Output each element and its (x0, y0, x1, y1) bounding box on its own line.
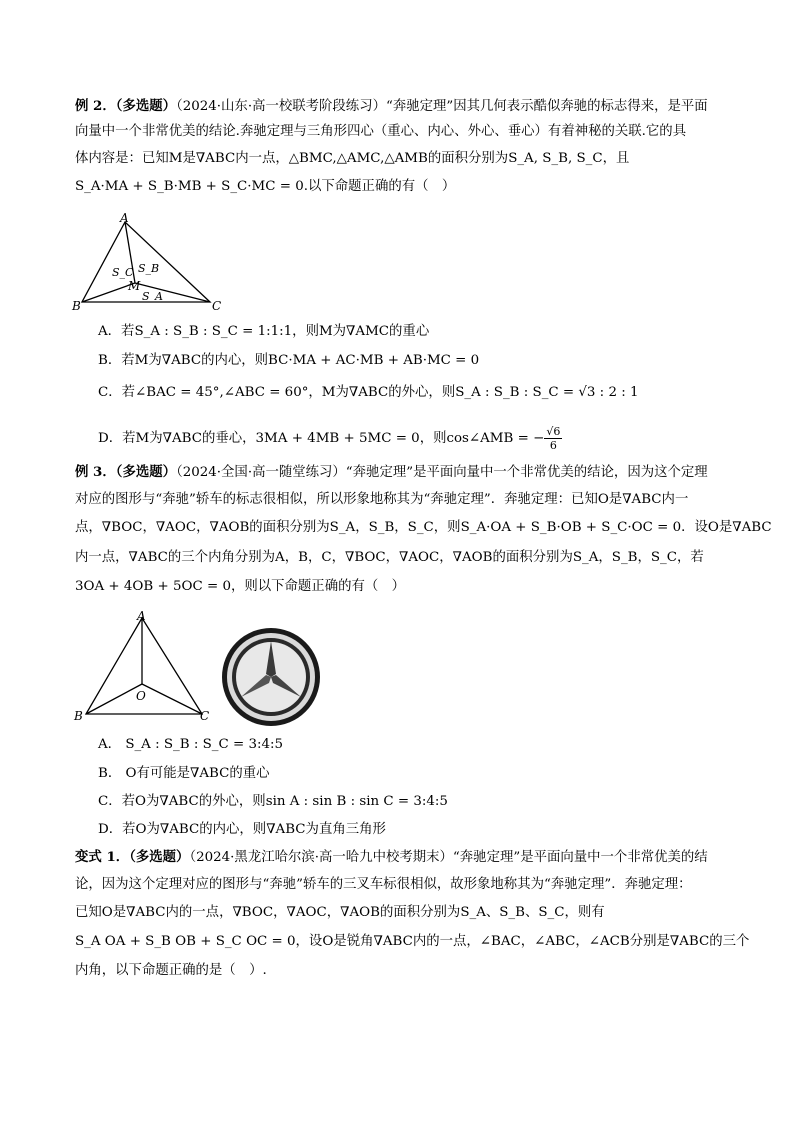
example-2-line-3: 体内容是：已知M是∇ABC内一点，△BMC,△AMC,△AMB的面积分别为S_A, S_B, S_C，且 (75, 151, 630, 166)
variant-1-line-4: S_A OA + S_B OB + S_C OC = 0，设O是锐角∇ABC内的一点，∠BAC，∠ABC，∠ACB分别是∇ABC的三个 (75, 934, 750, 949)
example-3-line-2: 对应的图形与“奔驰”轿车的标志很相似，所以形象地称其为“奔驰定理”．奔驰定理：已知O是∇ABC内一 (75, 492, 689, 507)
vertex-label-c: C (200, 709, 210, 723)
example-2-option-a: A．若S_A : S_B : S_C = 1:1:1，则M为∇AMC的重心 (98, 324, 430, 339)
vertex-label-b: B (72, 299, 81, 313)
example-3-option-c: C．若O为∇ABC的外心，则sin A : sin B : sin C = 3:4:5 (98, 794, 448, 809)
vertex-label-b: B (74, 709, 83, 723)
example-3-line-4: 内一点，∇ABC的三个内角分别为A，B，C，∇BOC，∇AOC，∇AOB的面积分别为S_A，S_B，S_C，若 (75, 550, 704, 565)
variant-1-line-2: 论，因为这个定理对应的图形与“奔驰”轿车的三叉车标很相似，故形象地称其为“奔驰定理”．奔驰定理： (75, 877, 692, 892)
area-label-sb: S_B (138, 262, 160, 275)
variant-1-line-5: 内角，以下命题正确的是（ ）. (75, 963, 267, 978)
variant-1-label: 变式 1．（多选题） (75, 849, 190, 865)
example-3-line-3: 点，∇BOC，∇AOC，∇AOB的面积分别为S_A，S_B，S_C，则S_A·OA + S_B·OB + S_C·OC = 0．设O是∇ABC (75, 520, 772, 535)
fraction-sqrt6-over-6: $\frac{√6}{6}$ (546, 425, 561, 452)
example-2-label: 例 2．（多选题） (75, 98, 177, 114)
vertex-label-a: A (120, 211, 129, 225)
area-label-sc: S_C (112, 266, 134, 279)
example-2-line-4: S_A·MA + S_B·MB + S_C·MC = 0.以下命题正确的有（ ） (75, 179, 456, 194)
example-2-option-b: B．若M为∇ABC的内心，则BC·MA + AC·MB + AB·MC = 0 (98, 353, 480, 368)
example-3-line-1: 例 3．（多选题）（2024·全国·高一随堂练习）“奔驰定理”是平面向量中一个非常优美的结论，因为这个定理 (75, 464, 708, 480)
mercedes-logo-image (218, 624, 324, 730)
triangle-figure-abc-m (70, 210, 230, 315)
example-2-option-d: D．若M为∇ABC的垂心，3MA + 4MB + 5MC = 0，则cos∠AMB = − $\frac{√6}{6}$ (98, 425, 561, 452)
variant-1-line-3: 已知O是∇ABC内的一点，∇BOC，∇AOC，∇AOB的面积分别为S_A、S_B、S_C，则有 (75, 905, 605, 920)
vertex-label-c: C (212, 299, 222, 313)
example-3-line-5: 3OA + 4OB + 5OC = 0，则以下命题正确的有（ ） (75, 579, 406, 594)
area-label-sa: S_A (142, 290, 163, 303)
example-3-option-a: A． S_A : S_B : S_C = 3:4:5 (98, 737, 284, 752)
variant-1-line-1: 变式 1．（多选题）（2024·黑龙江哈尔滨·高一哈九中校考期末）“奔驰定理”是平面向量中一个非常优美的结 (75, 849, 708, 865)
example-2-line-1: 例 2．（多选题）（2024·山东·高一校联考阶段练习）“奔驰定理”因其几何表示酷似奔驰的标志得来，是平面 (75, 98, 708, 114)
triangle-figure-abc-o (72, 606, 217, 726)
example-2-option-c: C．若∠BAC = 45°,∠ABC = 60°，M为∇ABC的外心，则S_A : S_B : S_C = √3 : 2 : 1 (98, 385, 639, 400)
example-3-option-b: B． O有可能是∇ABC的重心 (98, 766, 270, 781)
point-label-m: M (128, 279, 141, 293)
example-2-line-2: 向量中一个非常优美的结论.奔驰定理与三角形四心（重心、内心、外心、垂心）有着神秘的关联.它的具 (75, 124, 687, 139)
point-label-o: O (136, 689, 146, 703)
example-3-label: 例 3．（多选题） (75, 464, 177, 480)
example-3-option-d: D．若O为∇ABC的内心，则∇ABC为直角三角形 (98, 822, 386, 837)
vertex-label-a: A (137, 609, 146, 623)
